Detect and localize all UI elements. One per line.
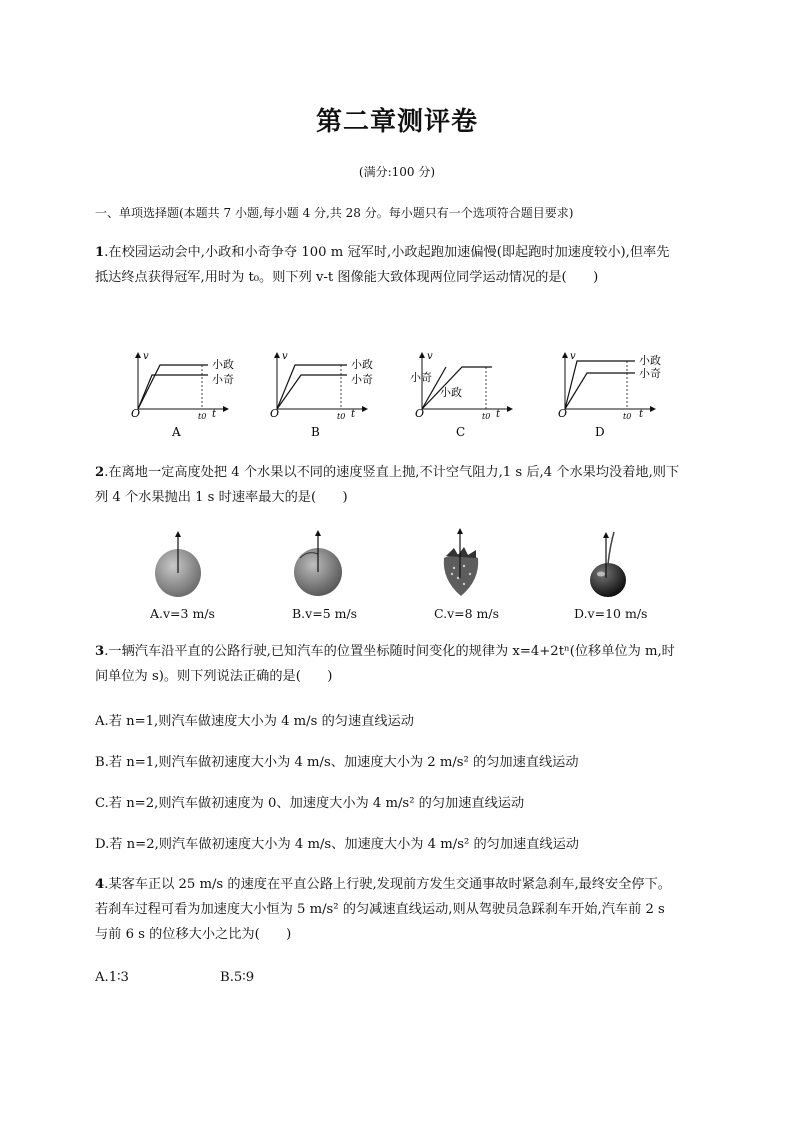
graph-c [410, 351, 512, 439]
question-1-text-1: .在校园运动会中,小政和小奇争夺 100 m 冠军时,小政起跑加速偏慢(即起跑时加速度较小),但率先 [104, 245, 670, 260]
graph-d-option: D [595, 425, 605, 439]
question-3-text-1: .一辆汽车沿平直的公路行驶,已知汽车的位置坐标随时间变化的规律为 x=4+2tⁿ(位移单位为 m,时 [104, 644, 675, 659]
question-2-text-1: .在离地一定高度处把 4 个水果以不同的速度竖直上抛,不计空气阻力,1 s 后,4 个水果均没着地,则下 [104, 465, 680, 480]
question-3-line-2: 间单位为 s)。则下列说法正确的是( ) [95, 669, 333, 684]
apple-icon [155, 531, 201, 597]
graph-d-v: v [570, 351, 576, 362]
fruit-label-a: A.v=3 m/s [150, 606, 215, 621]
question-3-option-c[interactable]: C.若 n=2,则汽车做初速度为 0、加速度大小为 4 m/s² 的匀加速直线运动 [95, 796, 525, 811]
graph-d-t: t [639, 409, 644, 420]
graph-b-option: B [311, 425, 320, 439]
graph-a-label-upper: 小政 [212, 358, 234, 371]
question-3-line-1 [95, 639, 675, 664]
question-1 [95, 240, 669, 290]
graph-c-origin: O [415, 407, 425, 420]
strawberry-icon [444, 528, 478, 596]
graph-a-label-lower: 小奇 [212, 373, 234, 386]
question-4-line-3: 与前 6 s 的位移大小之比为( ) [95, 927, 292, 942]
graph-a-option: A [172, 425, 181, 439]
graph-d [558, 351, 661, 439]
graph-d-origin: O [558, 407, 568, 420]
question-3-option-d[interactable]: D.若 n=2,则汽车做初速度大小为 4 m/s、加速度大小为 4 m/s² 的匀加速直线运动 [95, 837, 579, 852]
graph-c-t0: t0 [482, 412, 491, 421]
page-title: 第二章测评卷 [315, 107, 478, 137]
question-3-option-b[interactable]: B.若 n=1,则汽车做初速度大小为 4 m/s、加速度大小为 2 m/s² 的匀加速直线运动 [95, 755, 579, 770]
graph-a-t: t [212, 409, 217, 420]
graph-b-v: v [282, 351, 288, 362]
graph-c-label-upper: 小奇 [410, 371, 432, 384]
graph-d-t0: t0 [623, 412, 632, 421]
graph-c-t: t [496, 409, 501, 420]
graph-a-t0: t0 [198, 412, 207, 421]
question-1-number: 1 [95, 245, 105, 260]
graph-a [131, 351, 234, 439]
question-4-number: 4 [95, 877, 105, 892]
question-4-line-1 [95, 872, 671, 897]
question-3-number: 3 [95, 644, 105, 659]
peach-icon [294, 530, 342, 596]
question-1-line-1 [95, 240, 669, 265]
fruit-label-b: B.v=5 m/s [292, 606, 358, 621]
graph-b-label-upper: 小政 [351, 358, 373, 371]
cherry-icon [590, 532, 626, 597]
question-1-line-2: 抵达终点获得冠军,用时为 t₀。则下列 v-t 图像能大致体现两位同学运动情况的是( ) [95, 270, 599, 285]
graph-a-origin: O [131, 407, 141, 420]
question-2-number: 2 [95, 465, 105, 480]
graph-d-label-upper: 小政 [639, 354, 661, 367]
vt-graphs [120, 345, 680, 445]
graph-d-label-lower: 小奇 [639, 367, 661, 380]
question-4-option-a[interactable]: A.1∶3 [95, 970, 129, 985]
graph-a-v: v [143, 351, 149, 362]
question-3 [95, 639, 675, 689]
question-4 [95, 872, 671, 947]
question-4-text-1: .某客车正以 25 m/s 的速度在平直公路上行驶,发现前方发生交通事故时紧急刹车,最终安全停下。 [104, 877, 671, 892]
graph-b-t0: t0 [337, 412, 346, 421]
graph-b-label-lower: 小奇 [351, 373, 373, 386]
graph-b-origin: O [270, 407, 280, 420]
score-note: (满分:100 分) [358, 165, 436, 179]
question-4-option-b[interactable]: B.5∶9 [220, 970, 255, 985]
graph-c-label-lower: 小政 [440, 386, 462, 399]
graph-c-v: v [427, 351, 433, 362]
section-heading: 一、单项选择题(本题共 7 小题,每小题 4 分,共 28 分。每小题只有一个选项符合题目要求) [95, 206, 574, 220]
question-2 [95, 460, 679, 510]
question-4-line-2: 若刹车过程可看为加速度大小恒为 5 m/s² 的匀减速直线运动,则从驾驶员急踩刹车开始,汽车前 2 s [95, 902, 665, 917]
question-2-line-2: 列 4 个水果抛出 1 s 时速率最大的是( ) [95, 490, 348, 505]
fruit-images [140, 528, 660, 603]
fruit-label-c: C.v=8 m/s [434, 606, 500, 621]
graph-b-t: t [351, 409, 356, 420]
question-3-option-a[interactable]: A.若 n=1,则汽车做速度大小为 4 m/s 的匀速直线运动 [95, 714, 414, 729]
graph-c-option: C [456, 425, 466, 439]
graph-b [270, 351, 373, 439]
question-2-line-1 [95, 460, 679, 485]
fruit-label-d: D.v=10 m/s [574, 606, 648, 621]
